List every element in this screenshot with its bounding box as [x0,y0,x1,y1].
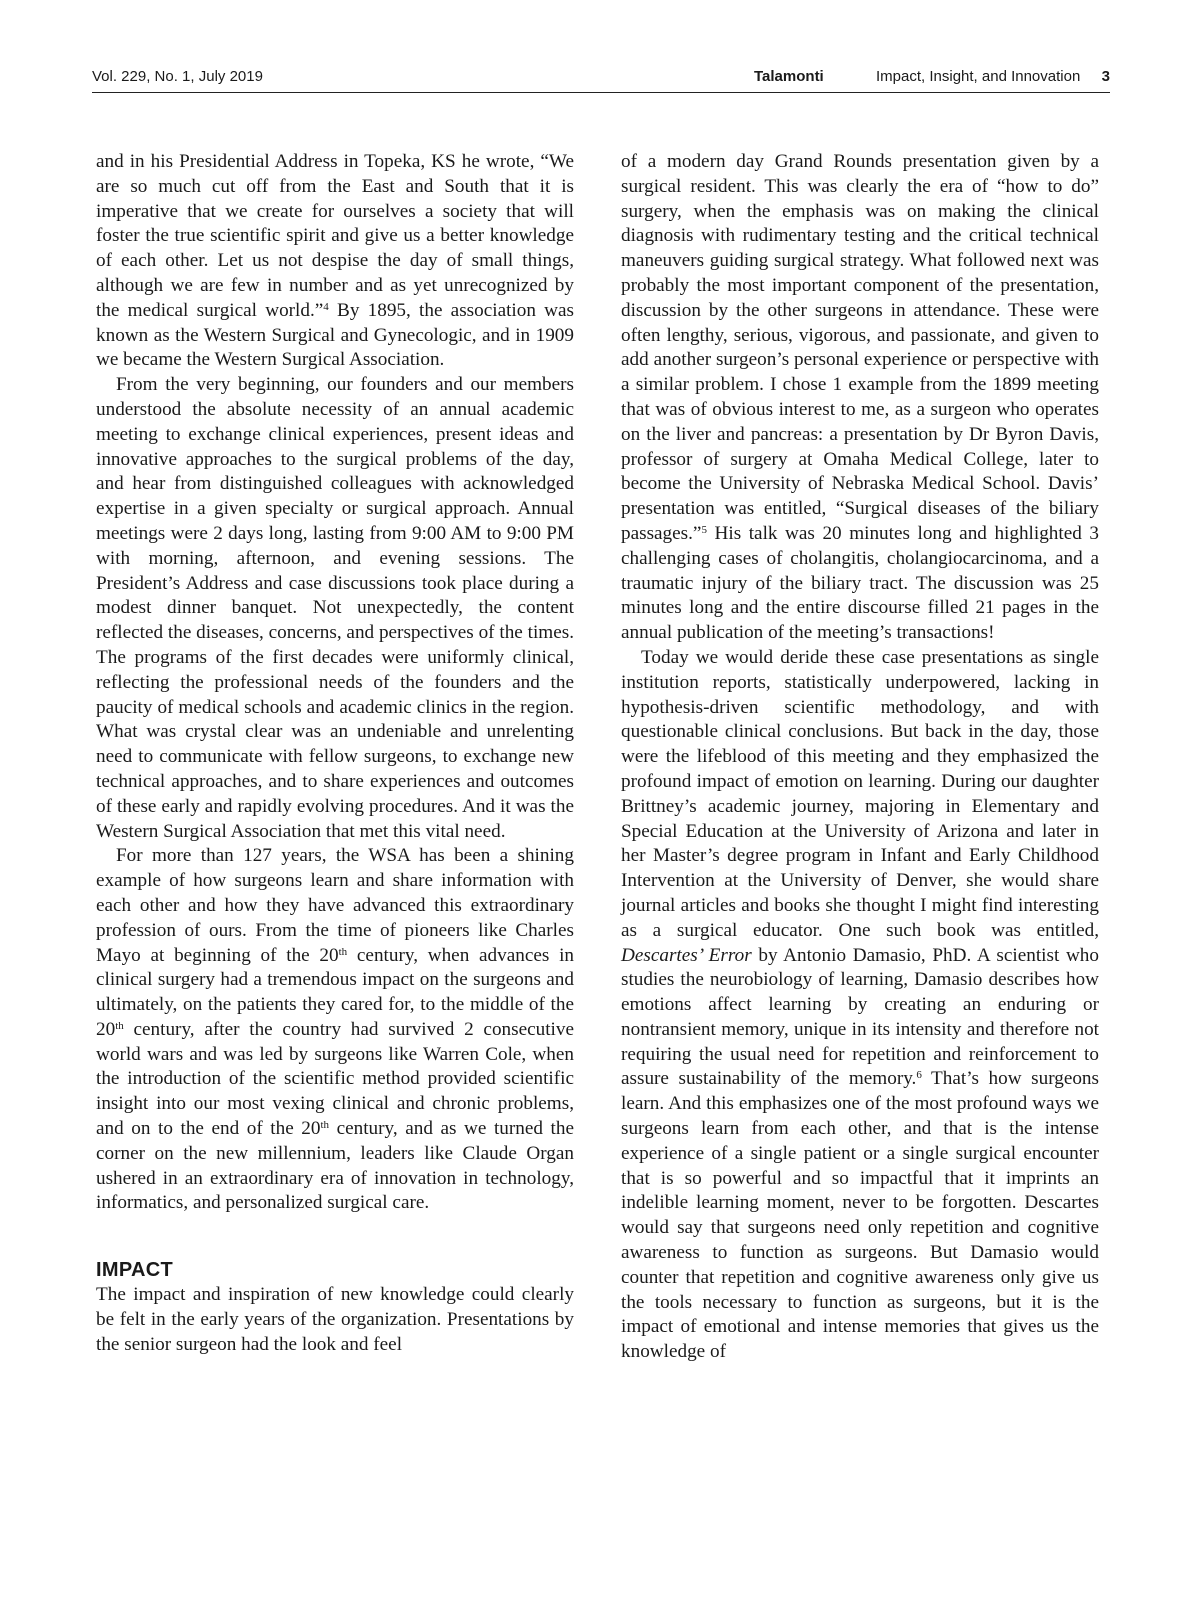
running-author: Talamonti [754,68,824,85]
paragraph [96,844,574,1216]
text-run: by Antonio Damasio, PhD. A scientist who studies the neurobiology of learning, Damasio describes how emotions affect learning by creating an enduring or nontransient memory, unique in its intensity and therefore not requiring the usual need for repetition and reinforcement to assure sustainability of the memory. [621,944,1099,1090]
text-run: For more than 127 years, the WSA has been a shining example of how surgeons learn and share information with each other and how they have advanced this extraordinary profession of ours. From the time of pioneers like Charles Mayo at beginning of the 20 [96,845,574,966]
reference-marker: 4 [323,300,329,313]
paragraph: From the very beginning, our founders and our members understood the absolute necessity of an annual academic meeting to exchange clinical experiences, present ideas and innovative approaches to the surgical problems of the day, and hear from distinguished colleagues with acknowledged expertise in a given specialty or surgical approach. Annual meetings were 2 days long, lasting from 9:00 AM to 9:00 PM with morning, afternoon, and evening sessions. The President’s Address and case discussions took place during a modest dinner banquet. Not unexpectedly, the content reflected the diseases, concerns, and perspectives of the times. The programs of the first decades were uniformly clinical, reflecting the professional needs of the founders and the paucity of medical schools and academic clinics in the region. What was crystal clear was an undeniable and unrelenting need to communicate with fellow surgeons, to exchange new technical approaches, and to share experiences and outcomes of these early and rapidly evolving procedures. And it was the Western Surgical Association that met this vital need. [96,374,574,842]
text-run: century, when advances in clinical surgery had a tremendous impact on the surgeons and ultimately, on the patients they cared for, to the middle of the 20 [96,944,574,1040]
ordinal-suffix: th [115,1019,124,1032]
paragraph [621,646,1099,1365]
paragraph [96,150,574,373]
paragraph [621,150,1099,646]
reference-marker: 6 [916,1069,922,1082]
running-header [92,66,1110,93]
ordinal-suffix: th [338,945,348,958]
text-run: century, and as we turned the corner on the new millennium, leaders like Claude Organ ushered in an extraordinary era of innovation in technology, informatics, and personalized surgical care. [96,1118,574,1214]
reference-marker: 5 [701,523,707,536]
ordinal-suffix: th [320,1119,330,1132]
text-run: By 1895, the association was known as the Western Surgical and Gynecologic, and in 1909 we became the Western Surgical Association. [96,299,574,371]
text-run: That’s how surgeons learn. And this emphasizes one of the most profound ways we surgeons learn from each other, and that is the intense experience of a single patient or a single surgical encounter that is so powerful and so impactful that it imprints an indelible learning moment, never to be forgotten. Descartes would say that surgeons need only repetition and cognitive awareness to function as surgeons. But Damasio would counter that repetition and cognitive awareness only give us the tools necessary to function as surgeons, but it is the impact of emotional and intense memories that gives us the knowledge of [621,1068,1099,1363]
left-column [96,150,574,1358]
running-title: Impact, Insight, and Innovation [876,68,1081,85]
text-run: Today we would deride these case presentations as single institution reports, statistically underpowered, lacking in hypothesis-driven scientific methodology, and with questionable clinical conclusions. But back in the day, those were the lifeblood of this meeting and they emphasized the profound impact of emotion on learning. During our daughter Brittney’s academic journey, majoring in Elementary and Special Education at the University of Arizona and later in her Master’s degree program in Infant and Early Childhood Intervention at the University of Denver, she would share journal articles and books she thought I might find interesting as a surgical educator. One such book was entitled, [621,646,1099,941]
text-run: century, after the country had survived 2 consecutive world wars and was led by surgeons like Warren Cole, when the introduction of the scientific method provided scientific insight into our most vexing clinical and chronic problems, and on to the end of the 20 [96,1018,574,1140]
text-run: and in his Presidential Address in Topeka, KS he wrote, “We are so much cut off from the East and South that it is imperative that we create for ourselves a society that will foster the true scientific spirit and give us a better knowledge of each other. Let us not despise the day of small things, although we are few in number and as yet unrecognized by the medical surgical world.” [96,151,574,321]
text-run: of a modern day Grand Rounds presentation given by a surgical resident. This was clearly the era of “how to do” surgery, when the emphasis was on making the clinical diagnosis with rudimentary testing and the critical technical maneuvers guiding surgical strategy. What followed next was probably the most important component of the presentation, discussion by the other surgeons in attendance. These were often lengthy, serious, vigorous, and passionate, and given to add another surgeon’s personal experience or perspective with a similar problem. I chose 1 example from the 1899 meeting that was of obvious interest to me, as a surgeon who operates on the liver and pancreas: a presentation by Dr Byron Davis, professor of surgery at Omaha Medical College, later to become the University of Nebraska Medical School. Davis’ presentation was entitled, “Surgical diseases of the biliary passages.” [621,151,1099,544]
section-heading-impact: IMPACT [96,1259,173,1282]
paragraph: The impact and inspiration of new knowledge could clearly be felt in the early years of the organization. Presentations by the senior surgeon had the look and feel [96,1284,574,1355]
right-column [621,150,1099,1365]
page-number: 3 [1101,68,1110,85]
book-title: Descartes’ Error [621,944,752,966]
text-run: His talk was 20 minutes long and highlighted 3 challenging cases of cholangitis, cholangiocarcinoma, and a traumatic injury of the biliary tract. The discussion was 25 minutes long and the entire discourse filled 21 pages in the annual publication of the meeting’s transactions! [621,522,1099,644]
journal-volume: Vol. 229, No. 1, July 2019 [92,68,263,85]
